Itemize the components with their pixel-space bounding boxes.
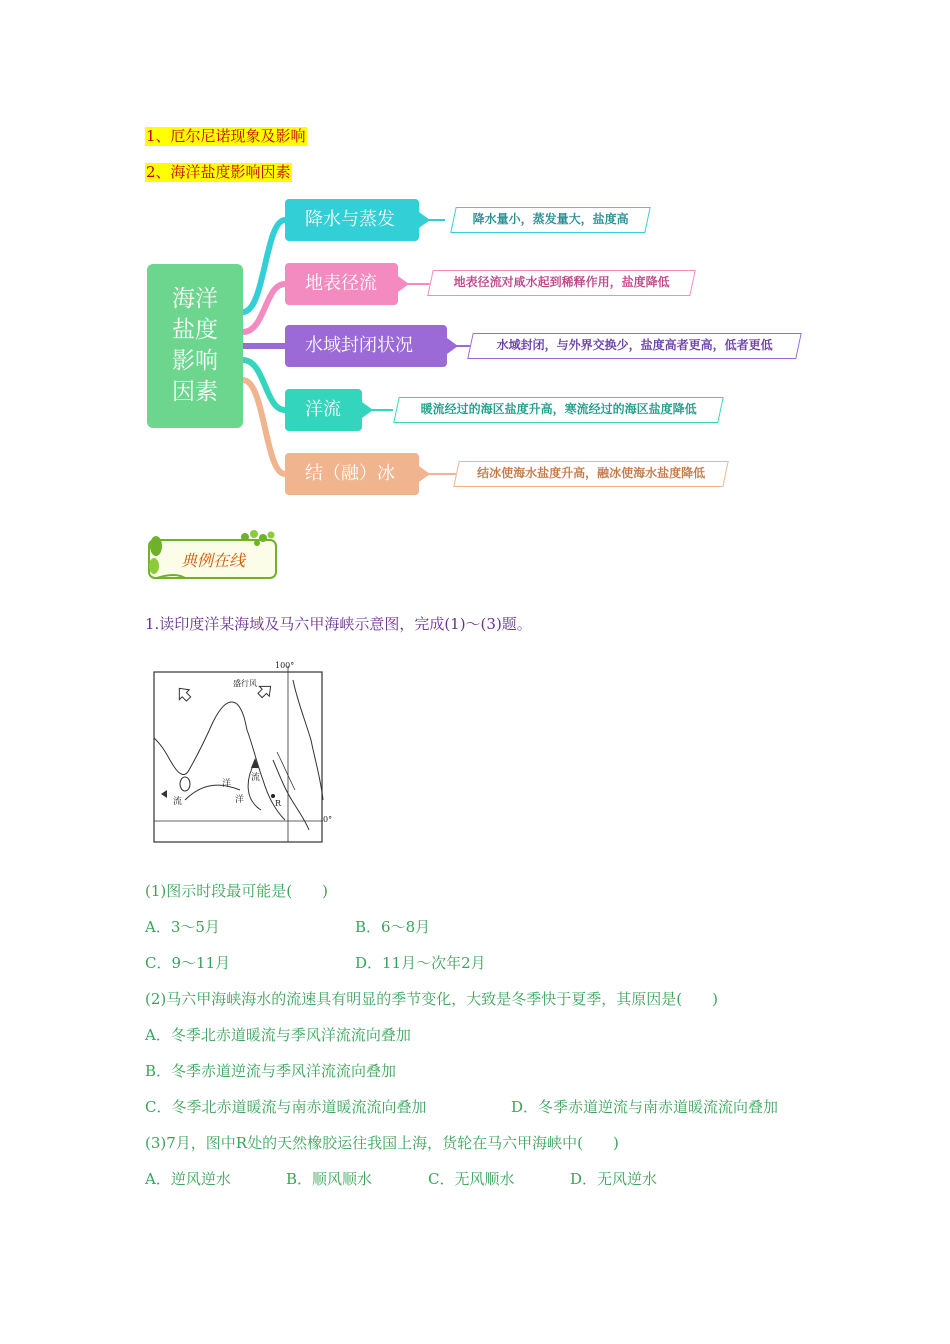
- point-r-label: R: [275, 799, 282, 808]
- sub1-stem: (1)图示时段最可能是( ): [145, 882, 328, 900]
- sub2-option-c[interactable]: C．冬季北赤道暖流与南赤道暖流流向叠加: [145, 1098, 427, 1116]
- sub2-option-d[interactable]: D．冬季赤道逆流与南赤道暖流流向叠加: [511, 1098, 779, 1116]
- salinity-mind-map: [140, 192, 820, 502]
- badge-label: 典例在线: [180, 551, 246, 570]
- sub1-option-c[interactable]: C．9～11月: [145, 954, 231, 972]
- mindmap-root: 海洋盐度影响因素: [147, 264, 243, 428]
- branch-freezing-melting: 结（融）冰: [285, 453, 419, 495]
- desc-ocean-current: 暖流经过的海区盐度升高，寒流经过的海区盐度降低: [393, 397, 724, 423]
- sub1-option-d[interactable]: D．11月～次年2月: [355, 954, 486, 972]
- ocean-label-1: 洋: [222, 779, 232, 789]
- branch-ocean-current: 洋流: [285, 389, 362, 431]
- lat-label: 0°: [323, 815, 333, 824]
- desc-precipitation-evaporation: 降水量小，蒸发量大，盐度高: [450, 207, 651, 233]
- flow-label-1: 流: [173, 797, 183, 807]
- branch-precipitation-evaporation: 降水与蒸发: [285, 199, 419, 241]
- sub1-option-b[interactable]: B．6～8月: [355, 918, 431, 936]
- sub2-stem: (2)马六甲海峡海水的流速具有明显的季节变化，大致是冬季快于夏季，其原因是( ): [145, 990, 718, 1008]
- branch-surface-runoff: 地表径流: [285, 263, 398, 305]
- flow-label-2: 流: [251, 773, 261, 783]
- heading-salinity: 2、海洋盐度影响因素: [146, 163, 291, 181]
- desc-surface-runoff: 地表径流对咸水起到稀释作用，盐度降低: [427, 270, 696, 296]
- strait-of-malacca-map: [145, 660, 335, 850]
- sub3-stem: (3)7月，图中R处的天然橡胶运往我国上海，货轮在马六甲海峡中( ): [145, 1134, 619, 1152]
- wind-label: 盛行风: [233, 679, 257, 688]
- sub2-option-a[interactable]: A．冬季北赤道暖流与季风洋流流向叠加: [145, 1026, 411, 1044]
- desc-freezing-melting: 结冰使海水盐度升高，融冰使海水盐度降低: [453, 461, 729, 487]
- lon-label: 100°: [275, 661, 295, 670]
- question-intro: 1.读印度洋某海域及马六甲海峡示意图，完成(1)～(3)题。: [145, 615, 532, 633]
- sub3-option-c[interactable]: C．无风顺水: [428, 1170, 515, 1188]
- sub3-option-b[interactable]: B．顺风顺水: [286, 1170, 373, 1188]
- ocean-label-2: 洋: [235, 795, 245, 805]
- desc-enclosed-waters: 水域封闭，与外界交换少，盐度高者更高，低者更低: [467, 333, 802, 359]
- sub3-option-d[interactable]: D．无风逆水: [570, 1170, 658, 1188]
- sub2-option-b[interactable]: B．冬季赤道逆流与季风洋流流向叠加: [145, 1062, 397, 1080]
- branch-enclosed-waters: 水域封闭状况: [285, 325, 447, 367]
- sub3-option-a[interactable]: A．逆风逆水: [145, 1170, 231, 1188]
- heading-el-nino: 1、厄尔尼诺现象及影响: [146, 127, 306, 145]
- typical-example-badge: [145, 528, 280, 582]
- sub1-option-a[interactable]: A．3～5月: [145, 918, 220, 936]
